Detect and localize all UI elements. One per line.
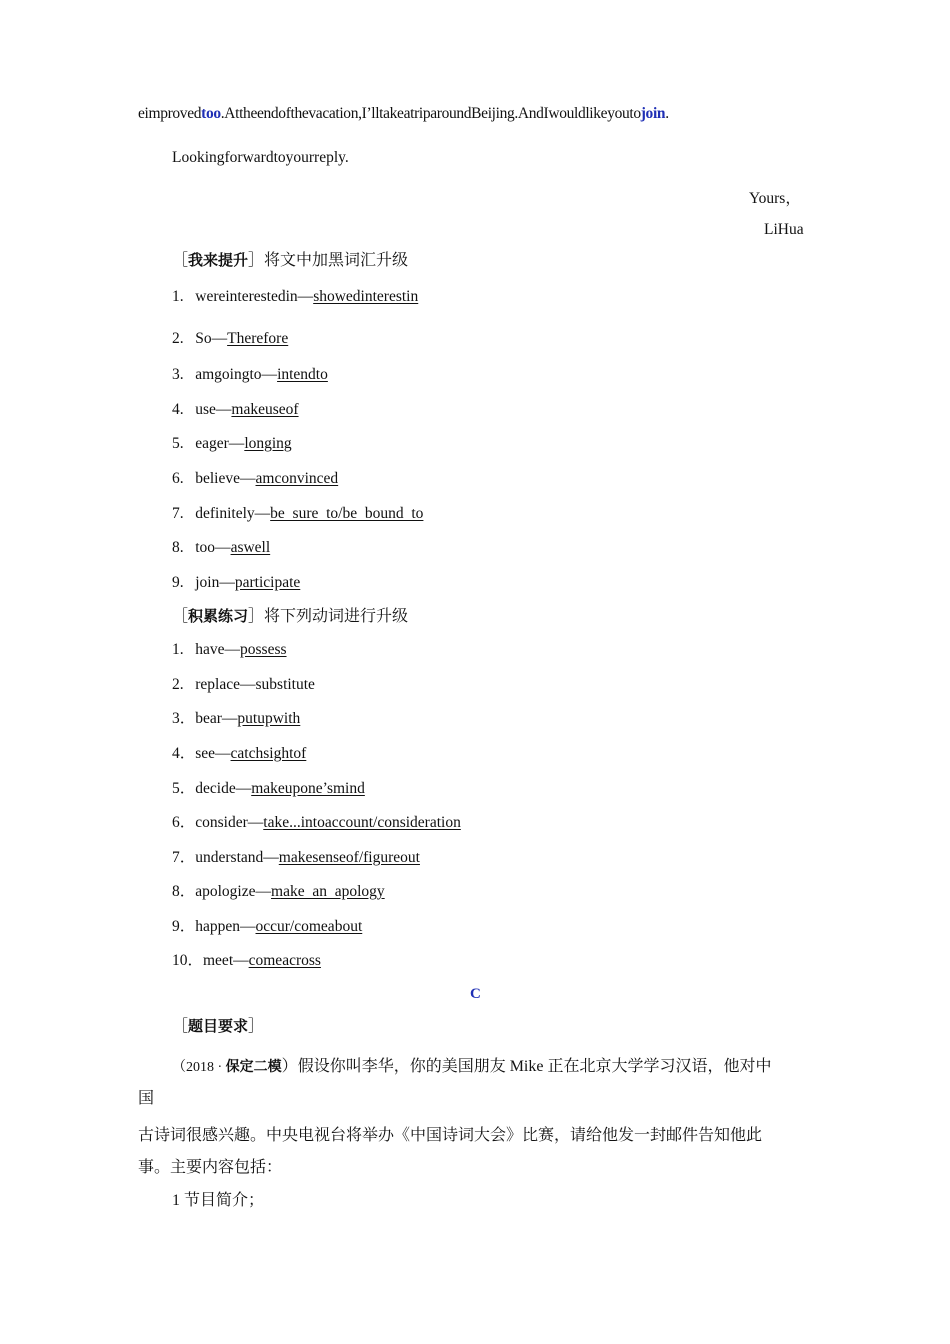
item-number: 1. (172, 641, 184, 658)
item-number: 5. (172, 435, 184, 452)
item-number: 2. (172, 676, 184, 693)
item-word: ．consider— (179, 814, 264, 831)
upgrade-heading-bold: 我来提升 (188, 251, 249, 269)
item-answer: putupwith (237, 710, 301, 727)
upgrade-bracket-open: ［ (172, 252, 189, 269)
item-word: believe— (195, 470, 256, 487)
item-answer: occur/comeabout (255, 918, 363, 935)
content-point-1: 1 节目简介； (172, 1192, 265, 1209)
item-word: eager— (195, 435, 245, 452)
item-answer: showedinterestin (313, 288, 419, 305)
item-word: ．meet— (187, 952, 249, 969)
upgrade-heading (172, 250, 408, 271)
practice-item (172, 709, 300, 729)
item-number: 8 (172, 883, 180, 900)
item-word: ．see— (179, 745, 231, 762)
item-answer: possess (240, 641, 287, 658)
item-number: 10 (172, 952, 188, 969)
item-number: 3 (172, 710, 180, 727)
prompt-line-1 (172, 1057, 771, 1078)
practice-heading-bold: 积累练习 (188, 607, 249, 625)
bold-word-too: too (201, 105, 221, 122)
upgrade-heading-rest: 将文中加黑词汇升级 (264, 252, 409, 269)
req-heading-bold: 题目要求 (188, 1017, 249, 1035)
item-answer: substitute (255, 676, 315, 693)
letter-closing-line: Lookingforwardtoyourreply. (172, 149, 349, 166)
upgrade-item (172, 469, 338, 489)
item-word: ．bear— (179, 710, 238, 727)
section-letter-c: C (470, 986, 481, 1002)
item-word: ．apologize— (179, 883, 272, 900)
upgrade-bracket-close: ］ (248, 252, 265, 269)
item-word: So— (195, 330, 228, 347)
item-word: have— (195, 641, 241, 658)
practice-item (172, 744, 306, 764)
practice-bracket-close: ］ (248, 608, 265, 625)
letter-sign-off: Yours， (749, 190, 801, 207)
practice-item (172, 848, 420, 868)
item-number: 4 (172, 745, 180, 762)
letter-text-c: .Attheendofthevacation,I’lltakeatriparoundBeijing.AndIwouldlikeyouto (220, 105, 641, 122)
practice-item (172, 640, 287, 660)
item-number: 1. (172, 288, 184, 305)
item-number: 6. (172, 470, 184, 487)
letter-line-1 (138, 104, 669, 124)
upgrade-item (172, 365, 328, 385)
item-word: ．happen— (179, 918, 256, 935)
source-open: （2018 · (172, 1060, 226, 1075)
prompt-text-1: 假设你叫李华，你的美国朋友 Mike 正在北京大学学习汉语，他对中 (297, 1058, 772, 1075)
practice-item (172, 675, 315, 695)
item-answer: aswell (230, 539, 271, 556)
item-word: definitely— (195, 505, 271, 522)
bold-word-join: join (640, 105, 666, 122)
upgrade-item (172, 434, 292, 454)
item-answer: makeupone’smind (251, 780, 365, 797)
item-answer: participate (234, 574, 301, 591)
item-number: 2. (172, 330, 184, 347)
item-word: use— (195, 401, 232, 418)
letter-signature: LiHua (764, 221, 804, 238)
item-answer: make an apology (271, 883, 385, 900)
item-answer: makesenseof/figureout (278, 849, 420, 866)
item-word: wereinterestedin— (195, 288, 314, 305)
practice-bracket-open: ［ (172, 608, 189, 625)
letter-text-e: . (665, 105, 669, 122)
practice-item (172, 813, 461, 833)
item-number: 4. (172, 401, 184, 418)
item-answer: longing (244, 435, 292, 452)
req-bracket-open: ［ (172, 1018, 189, 1035)
upgrade-item (172, 573, 300, 593)
source-bold: 保定二模 (225, 1059, 282, 1075)
req-bracket-close: ］ (248, 1018, 265, 1035)
item-answer: catchsightof (230, 745, 307, 762)
item-number: 9 (172, 918, 180, 935)
item-answer: intendto (277, 366, 328, 383)
prompt-line-2: 国 (138, 1090, 155, 1107)
item-word: join— (195, 574, 235, 591)
item-answer: Therefore (227, 330, 289, 347)
item-number: 8. (172, 539, 184, 556)
item-word: amgoingto— (195, 366, 278, 383)
practice-item (172, 951, 321, 971)
item-answer: makeuseof (231, 401, 299, 418)
item-answer: take...intoaccount/consideration (263, 814, 461, 831)
prompt-line-4: 事。主要内容包括： (138, 1159, 283, 1176)
upgrade-item (172, 504, 423, 524)
item-number: 3. (172, 366, 184, 383)
item-word: replace— (195, 676, 256, 693)
item-word: ．understand— (179, 849, 279, 866)
practice-heading-rest: 将下列动词进行升级 (264, 608, 409, 625)
source-close: ） (281, 1058, 298, 1075)
upgrade-item (172, 287, 418, 307)
requirement-heading (172, 1016, 264, 1037)
practice-item (172, 882, 385, 902)
upgrade-item (172, 400, 299, 420)
practice-item (172, 779, 365, 799)
practice-heading (172, 606, 408, 627)
item-number: 5 (172, 780, 180, 797)
item-answer: comeacross (248, 952, 321, 969)
item-number: 7 (172, 849, 180, 866)
item-word: too— (195, 539, 231, 556)
item-number: 7. (172, 505, 184, 522)
prompt-line-3: 古诗词很感兴趣。中央电视台将举办《中国诗词大会》比赛，请给他发一封邮件告知他此 (138, 1127, 763, 1144)
practice-item (172, 917, 362, 937)
item-number: 6 (172, 814, 180, 831)
item-word: ．decide— (179, 780, 252, 797)
item-answer: amconvinced (255, 470, 339, 487)
item-number: 9. (172, 574, 184, 591)
item-answer: be sure to/be bound to (270, 505, 424, 522)
upgrade-item (172, 329, 288, 349)
letter-text-a: eimproved (138, 105, 202, 122)
upgrade-item (172, 538, 270, 558)
